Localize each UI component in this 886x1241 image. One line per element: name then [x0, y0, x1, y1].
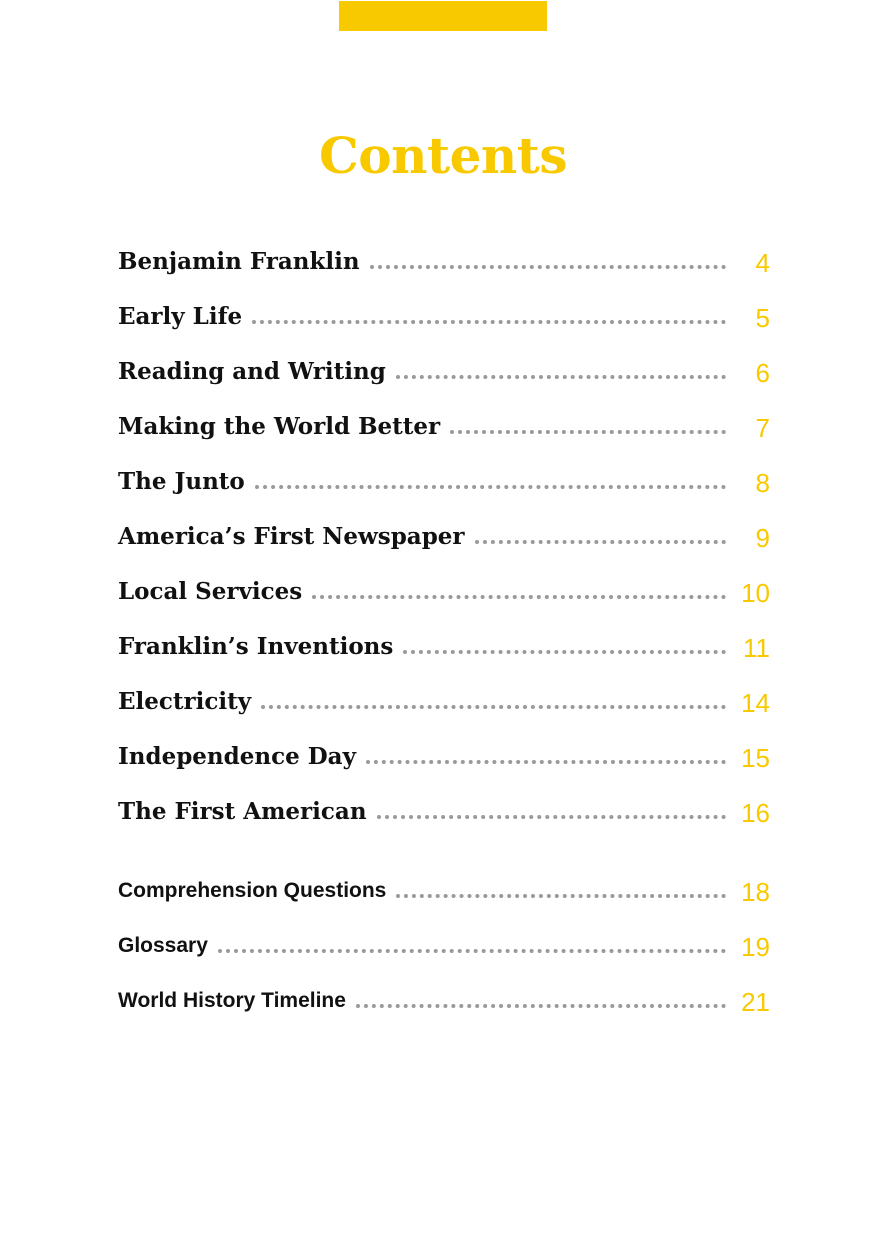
top-accent-bar: [339, 1, 547, 31]
toc-entry-page: 7: [755, 413, 770, 443]
toc-entry[interactable]: [118, 448, 770, 503]
toc-entry-label: The First American: [118, 798, 367, 825]
toc-entry-page: 6: [755, 358, 770, 388]
toc-entry-page: 8: [755, 468, 770, 498]
toc-entry-label: Franklin’s Inventions: [118, 633, 394, 660]
toc-entry-label: Local Services: [118, 578, 303, 605]
dot-leader: [366, 760, 726, 764]
toc-entry[interactable]: [118, 283, 770, 338]
dot-leader: [255, 485, 726, 489]
dot-leader: [396, 375, 726, 379]
toc-entry-label: The Junto: [118, 468, 245, 495]
toc-entry-label: Reading and Writing: [118, 358, 386, 385]
toc-entry-label: Benjamin Franklin: [118, 248, 360, 275]
toc-entry-page: 4: [755, 248, 770, 278]
toc-entry[interactable]: [118, 668, 770, 723]
toc-entry-label: World History Timeline: [118, 989, 346, 1012]
toc-entry-page: 9: [755, 523, 770, 553]
toc-entry-page: 5: [755, 303, 770, 333]
toc-entry-label: Comprehension Questions: [118, 879, 387, 902]
toc-entry[interactable]: [118, 393, 770, 448]
dot-leader: [396, 894, 726, 898]
dot-leader: [312, 595, 726, 599]
toc-entry-page: 10: [741, 578, 770, 608]
dot-leader: [252, 320, 726, 324]
toc-entry[interactable]: [118, 228, 770, 283]
toc-entry-page: 14: [741, 688, 770, 718]
toc-entry[interactable]: [118, 503, 770, 558]
dot-leader: [403, 650, 726, 654]
dot-leader: [370, 265, 726, 269]
toc-entry-label: America’s First Newspaper: [118, 523, 465, 550]
toc-entry-page: 21: [741, 987, 770, 1017]
dot-leader: [450, 430, 726, 434]
toc-entry-label: Early Life: [118, 303, 243, 330]
toc-entry[interactable]: [118, 338, 770, 393]
toc-entry-page: 15: [741, 743, 770, 773]
toc-entry-page: 16: [741, 798, 770, 828]
toc-entry[interactable]: [118, 723, 770, 778]
toc-back-matter-entry[interactable]: [118, 967, 770, 1022]
dot-leader: [377, 815, 726, 819]
toc-back-matter-entry[interactable]: [118, 912, 770, 967]
toc-entry-page: 11: [743, 633, 770, 663]
page-title: Contents: [318, 126, 567, 185]
toc-entry-page: 19: [741, 932, 770, 962]
table-of-contents: [118, 228, 770, 1022]
toc-entry-page: 18: [741, 877, 770, 907]
dot-leader: [475, 540, 726, 544]
dot-leader: [218, 949, 726, 953]
toc-entry[interactable]: [118, 558, 770, 613]
dot-leader: [261, 705, 726, 709]
toc-entry[interactable]: [118, 613, 770, 668]
toc-entry-label: Independence Day: [118, 743, 356, 770]
dot-leader: [356, 1004, 726, 1008]
toc-entry-label: Making the World Better: [118, 413, 441, 440]
toc-entry-label: Glossary: [118, 934, 208, 957]
toc-entry-label: Electricity: [118, 688, 252, 715]
toc-back-matter-entry[interactable]: [118, 857, 770, 912]
toc-entry[interactable]: [118, 778, 770, 833]
section-spacer: [118, 833, 770, 857]
